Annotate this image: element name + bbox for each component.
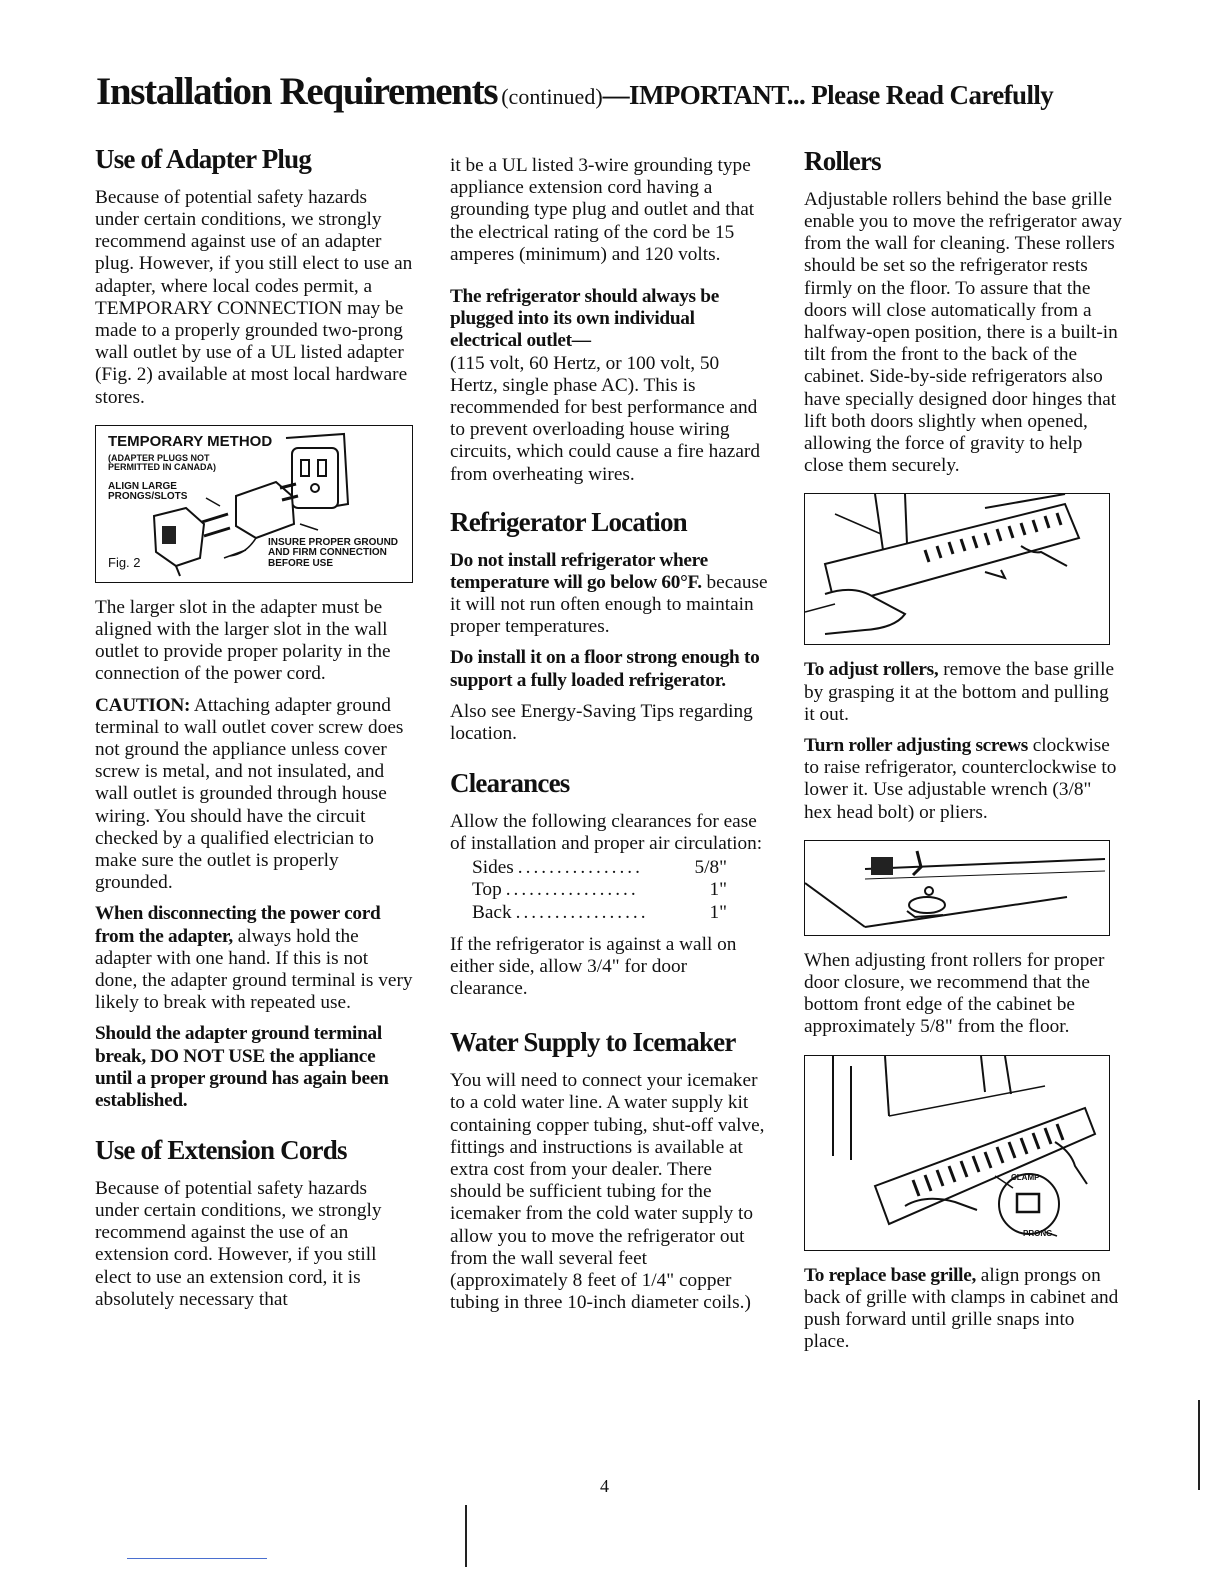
caution-label: CAUTION: — [95, 694, 191, 716]
clearance-value: 5/8" — [694, 857, 727, 879]
energy-tips-paragraph: Also see Energy-Saving Tips regarding location. — [450, 700, 753, 744]
clearance-row — [472, 879, 727, 901]
extension-cords-paragraph: Because of potential safety hazards under certain conditions, we strongly recommend against the use of an extension cord. However, if you still elect to use an extension cord, it is absolutely necessary that — [95, 1177, 382, 1310]
replace-grille-text: align prongs on back of grille with clamps in cabinet and push forward until grille snaps into place. — [804, 1264, 1119, 1353]
no-install-text: because it will not run often enough to maintain proper temperatures. — [450, 571, 768, 638]
front-rollers-paragraph: When adjusting front rollers for proper door closure, we recommend that the bottom front edge of the cabinet be approximately 5/8" from the floor. — [804, 949, 1105, 1038]
caution-text: Attaching adapter ground terminal to wall outlet cover screw does not ground the appliance unless cover screw is metal, and not insulated, and wall outlet is grounded through house wiring. You should have the circuit checked by a qualified electrician to make sure the outlet is properly grounded. — [95, 694, 404, 894]
base-grille-removal-figure — [804, 493, 1110, 645]
title-important: —IMPORTANT — [602, 80, 787, 110]
fig-2-adapter-diagram — [95, 425, 413, 583]
adjust-rollers-paragraph — [804, 659, 1124, 726]
adjust-rollers-text: remove the base grille by grasping it at the bottom and pulling it out. — [804, 659, 1115, 725]
clearance-label: Sides — [472, 857, 514, 879]
clearance-label: Top — [472, 879, 502, 901]
scan-artifact-line — [465, 1505, 467, 1567]
disconnect-text: always hold the adapter with one hand. If this is not done, the adapter ground terminal is very likely to break with repeated use. — [95, 925, 413, 1014]
turn-screws-text: clockwise to raise refrigerator, counterclockwise to lower it. Use adjustable wrench (3/8" hex head bolt) or pliers. — [804, 734, 1117, 823]
title-continued: (continued) — [501, 84, 603, 109]
column-1 — [95, 145, 413, 1320]
turn-screws-bold: Turn roller adjusting screws — [804, 734, 1028, 756]
clearance-label: Back — [472, 901, 512, 923]
roller-adjustment-figure — [804, 840, 1110, 936]
grille-replace-illustration — [805, 1056, 1109, 1250]
adapter-break-warning: Should the adapter ground terminal break, DO NOT USE the appliance until a proper ground has again been established. — [95, 1023, 389, 1111]
clamp-label: CLAMP — [1011, 1172, 1040, 1182]
clearance-row — [472, 902, 727, 924]
clearance-dots: ................ — [517, 857, 643, 879]
adapter-plug-paragraph: Because of potential safety hazards under certain conditions, we strongly recommend against use of an adapter plug. However, if you still elect to use an adapter, where local codes permit, a TEMPORARY CONNECTION may be made to a properly grounded two-prong wall outlet by use of a UL listed adapter (Fig. 2) available at most local hardware stores. — [95, 186, 413, 408]
refrigerator-location-heading: Refrigerator Location — [450, 506, 687, 537]
water-supply-heading: Water Supply to Icemaker — [450, 1027, 736, 1058]
floor-strong-paragraph: Do install it on a floor strong enough to support a fully loaded refrigerator. — [450, 647, 760, 691]
no-install-paragraph — [450, 550, 768, 639]
disconnect-paragraph — [95, 903, 413, 1014]
water-supply-paragraph: You will need to connect your icemaker to a cold water line. A water supply kit containing copper tubing, shut-off valve, fittings and instructions is available at extra cost from your dealer. There should be sufficient tubing for the icemaker from the cold water supply to allow you to move the refrigerator out from the wall several feet (approximately 8 feet of 1/4" copper tubing in three 10-inch diameter coils.) — [450, 1070, 765, 1314]
caution-paragraph — [95, 695, 413, 895]
page-title — [96, 72, 1196, 111]
clearances-table — [472, 857, 727, 924]
roller-screw-illustration — [805, 841, 1109, 935]
align-prongs-label: ALIGN LARGE PRONGS/SLOTS — [108, 480, 188, 503]
scan-artifact-blue-line — [127, 1558, 267, 1559]
adjust-rollers-bold: To adjust rollers, — [804, 659, 939, 681]
turn-screws-paragraph — [804, 735, 1124, 824]
clearance-row — [472, 857, 727, 879]
insure-ground-label: INSURE PROPER GROUND AND FIRM CONNECTION BEFORE USE — [268, 536, 399, 569]
prong-label: PRONG — [1023, 1228, 1053, 1238]
own-outlet-paragraph — [450, 286, 768, 486]
clearance-dots: ................. — [515, 901, 649, 923]
replace-grille-bold: To replace base grille, — [804, 1264, 976, 1286]
grille-removal-illustration — [805, 494, 1109, 644]
extension-cords-continued: it be a UL listed 3-wire grounding type appliance extension cord having a grounding type plug and outlet and that the electrical rating of the cord be 15 amperes (minimum) and 120 volts. — [450, 155, 755, 265]
fig-2-label: Fig. 2 — [108, 554, 141, 570]
title-main: Installation Requirements — [96, 70, 498, 113]
adapter-note-label: (ADAPTER PLUGS NOT PERMITTED IN CANADA) — [108, 452, 216, 473]
clearances-heading: Clearances — [450, 768, 570, 799]
disconnect-bold: When disconnecting the power cord from the adapter, — [95, 903, 381, 947]
page-number: 4 — [600, 1476, 609, 1496]
rollers-heading: Rollers — [804, 146, 881, 176]
scan-edge-mark — [1198, 1400, 1200, 1490]
own-outlet-text: (115 volt, 60 Hertz, or 100 volt, 50 Hertz, single phase AC). This is recommended for best performance and to prevent overloading house wiring circuits, which could cause a fire hazard from overheating wires. — [450, 352, 760, 485]
own-outlet-bold: The refrigerator should always be plugged into its own individual electrical outlet— — [450, 286, 719, 352]
column-2 — [450, 155, 768, 1323]
extension-cords-heading: Use of Extension Cords — [95, 1135, 347, 1166]
rollers-paragraph: Adjustable rollers behind the base grille enable you to move the refrigerator away from the wall for cleaning. These rollers should be set so the refrigerator rests firmly on the floor. To assure that the doors will close automatically from a halfway-open position, there is a built-in tilt from the front to the back of the cabinet. Side-by-side refrigerators also have specially designed door hinges that lift both doors slightly when opened, allowing the force of gravity to help close them securely. — [804, 188, 1122, 477]
column-3 — [804, 147, 1124, 1362]
wall-clearance-paragraph: If the refrigerator is against a wall on either side, allow 3/4" for door clearance. — [450, 933, 737, 1000]
no-install-bold: Do not install refrigerator where temperature will go below 60°F. — [450, 549, 708, 593]
clearance-value: 1" — [709, 901, 727, 923]
base-grille-replace-figure — [804, 1055, 1110, 1251]
temporary-method-label: TEMPORARY METHOD — [108, 432, 273, 450]
clearance-dots: ................. — [505, 879, 639, 901]
clearances-paragraph: Allow the following clearances for ease of installation and proper air circulation: — [450, 810, 763, 855]
title-please-read: ... Please Read Carefully — [786, 80, 1054, 110]
clearance-value: 1" — [709, 879, 727, 901]
replace-grille-paragraph — [804, 1265, 1124, 1354]
larger-slot-paragraph: The larger slot in the adapter must be aligned with the larger slot in the wall outlet to provide proper polarity in the connection of the power cord. — [95, 596, 391, 685]
adapter-plug-heading: Use of Adapter Plug — [95, 144, 312, 174]
